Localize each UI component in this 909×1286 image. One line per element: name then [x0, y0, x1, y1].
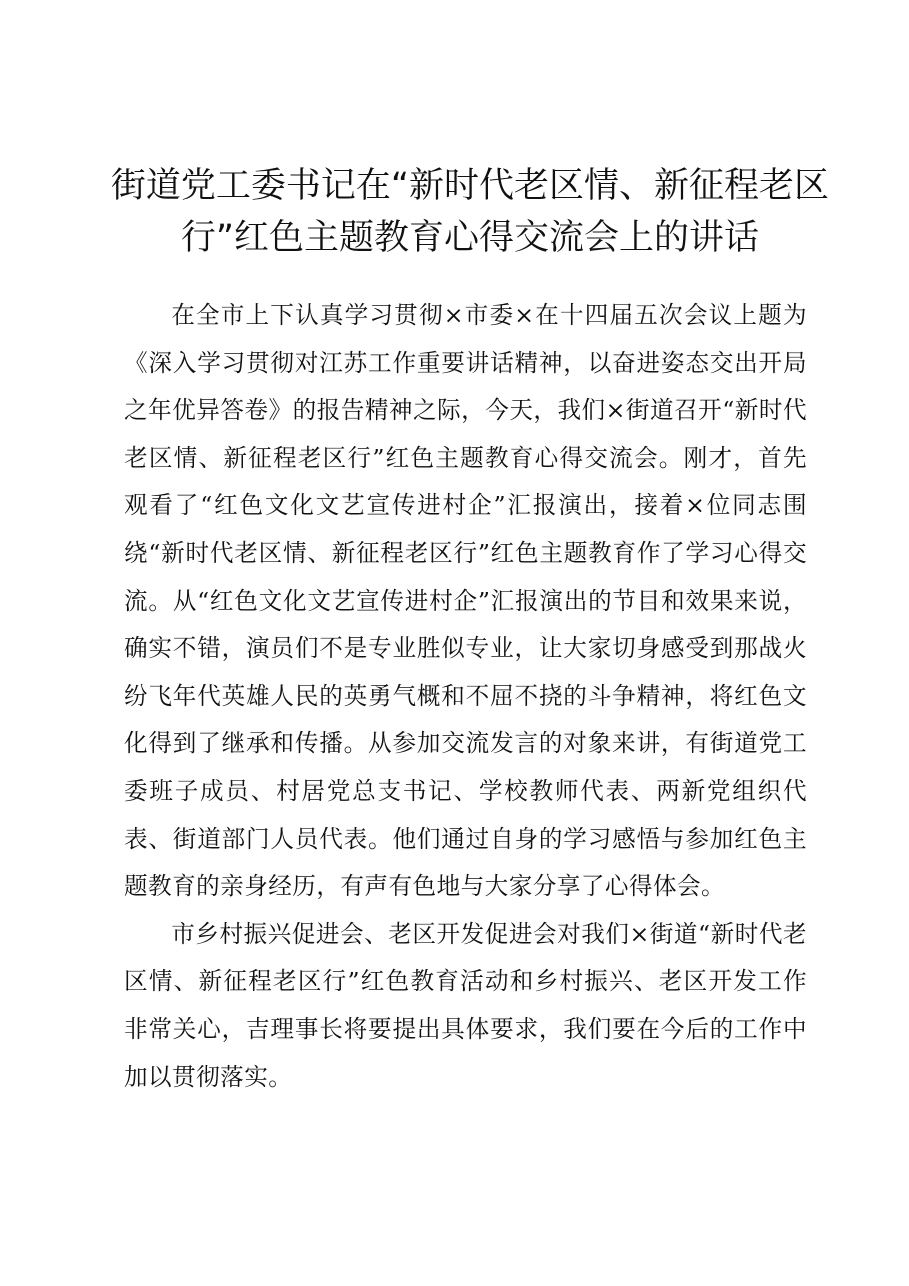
document-body [124, 292, 807, 1101]
paragraph-1: 在全市上下认真学习贯彻×市委×在十四届五次会议上题为《深入学习贯彻对江苏工作重要讲话精神，以奋进姿态交出开局之年优异答卷》的报告精神之际，今天，我们×街道召开“新时代老区情、新征程老区行”红色主题教育心得交流会。刚才，首先观看了“红色文化文艺宣传进村企”汇报演出，接着×位同志围绕“新时代老区情、新征程老区行”红色主题教育作了学习心得交流。从“红色文化文艺宣传进村企”汇报演出的节目和效果来说，确实不错，演员们不是专业胜似专业，让大家切身感受到那战火纷飞年代英雄人民的英勇气概和不屈不挠的斗争精神，将红色文化得到了继承和传播。从参加交流发言的对象来讲，有街道党工委班子成员、村居党总支书记、学校教师代表、两新党组织代表、街道部门人员代表。他们通过自身的学习感悟与参加红色主题教育的亲身经历，有声有色地与大家分享了心得体会。 [124, 301, 807, 901]
document-title: 街道党工委书记在“新时代老区情、新征程老区行”红色主题教育心得交流会上的讲话 [110, 166, 830, 258]
paragraph-2: 市乡村振兴促进会、老区开发促进会对我们×街道“新时代老区情、新征程老区行”红色教育活动和乡村振兴、老区开发工作非常关心，吉理事长将要提出具体要求，我们要在今后的工作中加以贯彻落实。 [124, 919, 807, 1091]
